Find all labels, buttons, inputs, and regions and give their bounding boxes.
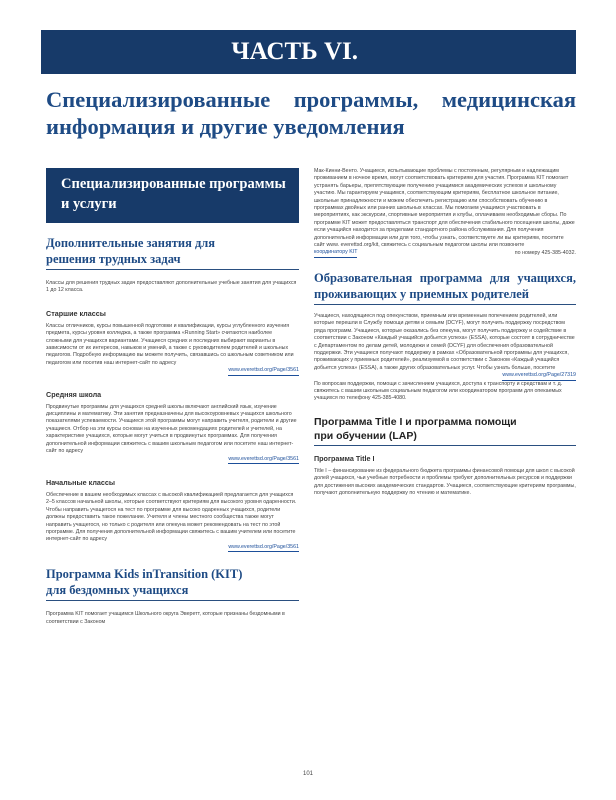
senior-heading: Старшие классы (46, 308, 106, 318)
elementary-body: Обеспечение в вашем необходимых классах с высокой квалификацией предлагается для учащихся 2–5 классов начальной школы, которые соответствуют критериям для высокого уровня одаренности. Чтобы направить учащегося на тест по программе для высоко одаренных учащихся, родители должны предоставить такое пожелание. Учителя и члены местного сообщества также могут направить учащегося, но только с родителя или опекуна может рекомендовать на тест по этой программе. Для получения дополнительной информации свяжитесь с вашим учителем или посетите интернет-сайт по адресу (46, 491, 297, 543)
senior-link[interactable]: www.everettsd.org/Page/3561 (228, 367, 299, 375)
additional-heading: Дополнительные занятия для решения трудных задач (46, 236, 216, 266)
middle-link[interactable]: www.everettsd.org/Page/3561 (228, 456, 299, 464)
part-label: ЧАСТЬ VI. (231, 38, 358, 65)
heading-rule (46, 269, 299, 270)
kit-continued (314, 168, 576, 258)
kit-heading: Программа Kids inTransition (KIT) для бездомных учащихся (46, 567, 243, 598)
additional-section (46, 235, 299, 295)
page-title: Специализированные программы, медицинская информация и другие уведомления (46, 87, 576, 139)
section-header: Специализированные программы и услуги (46, 168, 299, 223)
title-i-heading: Программа Title I и программа помощи при обучении (LAP) (314, 415, 517, 442)
heading-rule (314, 304, 576, 305)
left-column (46, 168, 299, 626)
title-i-section (314, 415, 576, 498)
title-i-subheading: Программа Title I (314, 453, 375, 463)
senior-body: Классы отличников, курсы повышенной подготовки и квалификации, курсы углубленного изучения предмета, курсы уровня колледжа, а также программа «Running Start» считаются наиболее сложными для учащихся вариантами. Учащиеся средних и последних выбирают варианты в зависимости от их интересов, навыков и умений, а также с руководителем родителей и школьных педагогов. Подробную информацию вы можете получить, связавшись со школьным советником или педагогом или посетив наш интернет-сайт по адресу (46, 322, 294, 366)
title-i-body: Title I – финансирование из федерального бюджета программы финансовой помощи для школ с высокой долей учащихся, чьи учебные потребности и проблемы требуют дополнительных ресурсов и поддержки для достижения высоких академических стандартов. Учащиеся, соответствующие критериям программы, получают дополнительную поддержку по чтению и математике. (314, 467, 576, 496)
foster-body: Учащиеся, находящиеся под опекунством, приемным или временным попечением родителей, или которые перешли в Службу помощи детям и семьям (DCYF), могут получить поддержку посредством ряда программ. Учащиеся, которые оказались без опекуна, могут получить поддержку и содействие в соответствии с Законом «Каждый учащийся добьется успеха» (ESSA), которые состоят в сотрудничестве с Департаментом по делам детей, молодежи и семей (DCYF) для обеспечения образовательной поддержки. Эти учащиеся получают поддержку в рамках «Образовательной программы для учащихся, проживающих у приемных родителей», реализуемой в соответствии с Законом «Каждый учащийся добьется успеха» (ESSA), а также других образовательных услуг. Чтобы узнать больше, посетите (314, 312, 575, 371)
middle-heading: Средняя школа (46, 389, 102, 399)
elementary-link[interactable]: www.everettsd.org/Page/3561 (228, 544, 299, 552)
foster-link[interactable]: www.everettsd.org/Page/27319 (502, 372, 576, 380)
kit-section (46, 566, 299, 626)
foster-body-2: По вопросам поддержки, помощи с зачислением учащихся, доступа к транспорту и средствам и т. д. свяжитесь с вашим школьным социальным педагогом или координатором программ для опекаемых учащихся по телефону 425-385-4080. (314, 380, 563, 402)
page-number: 101 (302, 771, 313, 777)
elementary-section (46, 478, 299, 552)
additional-body: Классы для решения трудных задач предоставляют дополнительные учебные занятия для учащихся 1 до 12 класса. (46, 280, 297, 294)
kit-phone: по номеру 425-385-4032. (514, 250, 576, 257)
foster-link-line (314, 372, 576, 380)
kit-body: Программа KIT помогает учащимся Школьного округа Эверетт, которые признаны бездомными в соответствии с Законом (46, 611, 285, 625)
right-column (314, 168, 576, 497)
senior-section (46, 309, 299, 376)
kit-cont-body: Мак-Кинни-Венто. Учащиеся, испытывающие проблемы с постоянным, регулярным и надлежащим проживанием в ночное время, могут соответствовать критериям для участия. Программа KIT помогает устранять барьеры, препятствующие получению учащимися академических успехов и школьному участию. Мы гарантируем учащимся, соответствующим критериям, бесплатное школьное питание, школьные принадлежности и можем обеспечить регистрацию или способствовать обучению в программах двойных или ранних школьных классах. Мы помогаем учащимся участвовать в мероприятиях, как экскурсии, спортивные мероприятия и клубы, оплачиваем необходимые сборы. По программе KIT может предоставляться транспорт для обеспечения стабильного посещения школы, даже если учащийся находится за пределами стандартного района обслуживания. Для получения дополнительной информации или для того, чтобы узнать, соответствуете ли вы критериям, посетите сайт www. everettsd.org/kit, свяжитесь с социальным педагогом школы или позвоните (314, 168, 575, 249)
heading-rule (46, 600, 299, 601)
kit-coordinator-link[interactable]: координатору KIT (314, 249, 357, 257)
kit-contact-line (314, 249, 576, 257)
foster-heading: Образовательная программа для учащихся, проживающих у приемных родителей (314, 270, 576, 301)
elementary-link-line (46, 544, 299, 552)
senior-link-line (46, 367, 299, 375)
foster-section (314, 270, 576, 403)
heading-rule (314, 445, 576, 446)
middle-body: Продвинутые программы для учащихся средней школы включают английский язык, изучение дисциплины и математику. Эти занятия предназначены для высокоуровневых учащихся школьного показателями успеваемости. Учащиеся этой программы могут направить учителя, родители и другие учащиеся. Отбор на эти курсы основан на изученных рекомендациях родителей и учителей, на характеристике учащихся, которые могут учиться в продвинутых программах. Для получения дополнительной информации свяжитесь с вашим школьным педагогом или посетите наш интернет-сайт по адресу (46, 403, 297, 455)
middle-link-line (46, 456, 299, 464)
elementary-heading: Начальные классы (46, 477, 116, 487)
part-banner (41, 30, 576, 74)
middle-section (46, 390, 299, 464)
